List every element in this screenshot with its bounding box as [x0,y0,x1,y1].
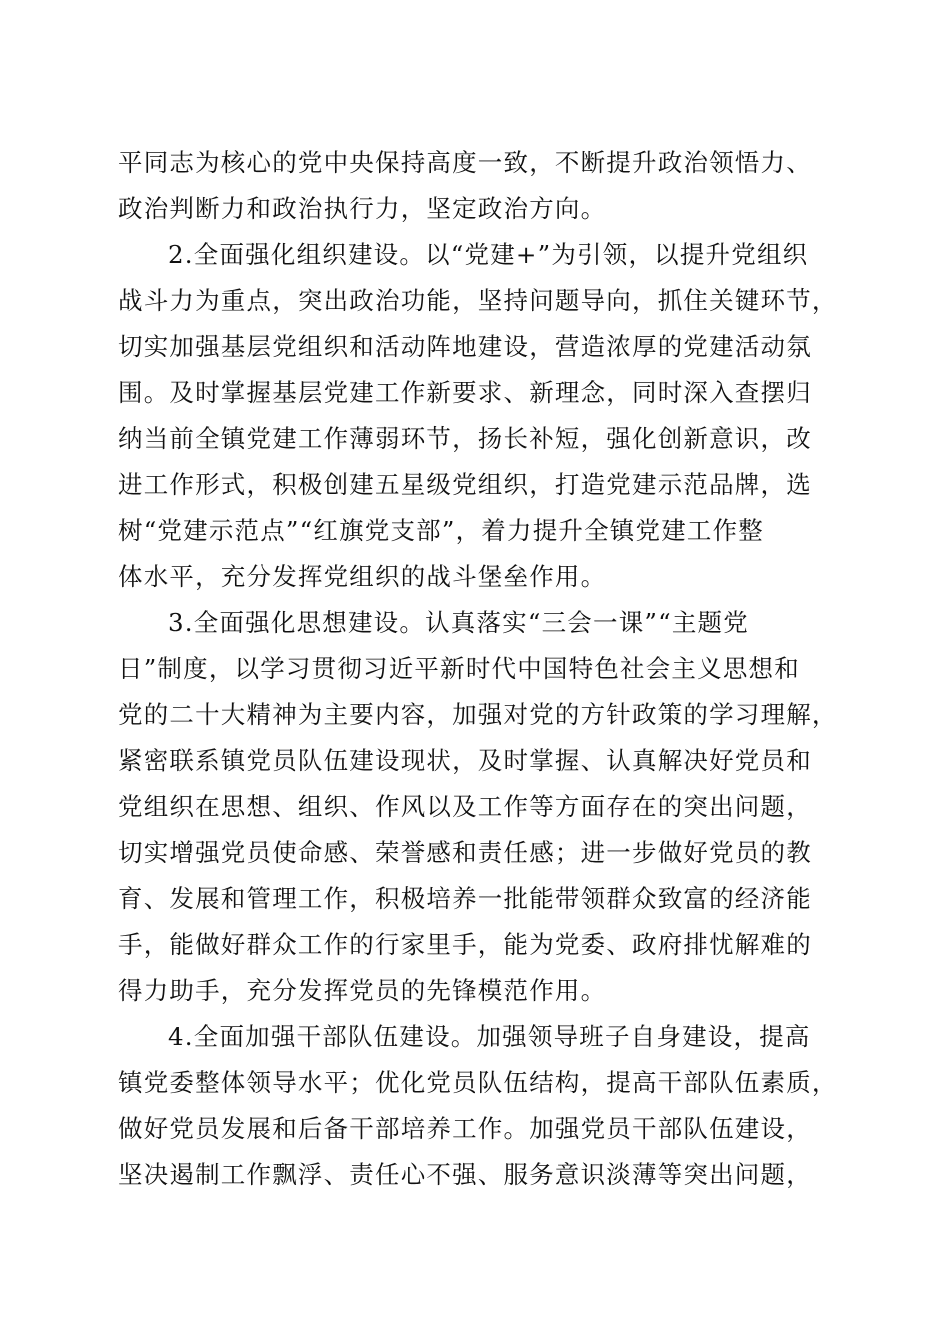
paragraph-2 [118,232,838,600]
text-line: 纳当前全镇党建工作薄弱环节，扬长补短，强化创新意识，改 [118,424,812,453]
text-line: 切实加强基层党组织和活动阵地建设，营造浓厚的党建活动氛 [118,332,812,361]
text-line: 做好党员发展和后备干部培养工作。加强党员干部队伍建设， [118,1114,812,1143]
text-line: 紧密联系镇党员队伍建设现状，及时掌握、认真解决好党员和 [118,746,812,775]
text-line: 树“党建示范点”“红旗党支部”，着力提升全镇党建工作整 [118,516,764,545]
text-line: 2.全面强化组织建设。以“党建+”为引领，以提升党组织 [168,240,809,269]
text-line: 战斗力为重点，突出政治功能，坚持问题导向，抓住关键环节， [118,286,838,315]
text-line: 坚决遏制工作飘浮、责任心不强、服务意识淡薄等突出问题， [118,1160,812,1189]
text-line: 进工作形式，积极创建五星级党组织，打造党建示范品牌，选 [118,470,812,499]
text-line: 平同志为核心的党中央保持高度一致，不断提升政治领悟力、 [118,148,812,177]
text-line: 育、发展和管理工作，积极培养一批能带领群众致富的经济能 [118,884,812,913]
paragraph-1 [118,140,838,232]
text-line: 3.全面强化思想建设。认真落实“三会一课”“主题党 [168,608,749,637]
text-line: 政治判断力和政治执行力，坚定政治方向。 [118,194,607,223]
text-line: 日”制度，以学习贯彻习近平新时代中国特色社会主义思想和 [118,654,800,683]
text-line: 切实增强党员使命感、荣誉感和责任感；进一步做好党员的教 [118,838,812,867]
text-line: 镇党委整体领导水平；优化党员队伍结构，提高干部队伍素质， [118,1068,838,1097]
text-line: 党组织在思想、组织、作风以及工作等方面存在的突出问题， [118,792,812,821]
paragraph-3 [118,600,838,1014]
text-line: 手，能做好群众工作的行家里手，能为党委、政府排忧解难的 [118,930,812,959]
paragraph-4 [118,1014,838,1198]
text-line: 围。及时掌握基层党建工作新要求、新理念，同时深入查摆归 [118,378,812,407]
text-line: 体水平，充分发挥党组织的战斗堡垒作用。 [118,562,607,591]
text-line: 党的二十大精神为主要内容，加强对党的方针政策的学习理解， [118,700,838,729]
text-line: 4.全面加强干部队伍建设。加强领导班子自身建设，提高 [168,1022,811,1051]
text-line: 得力助手，充分发挥党员的先锋模范作用。 [118,976,607,1005]
document-body [118,140,838,1198]
